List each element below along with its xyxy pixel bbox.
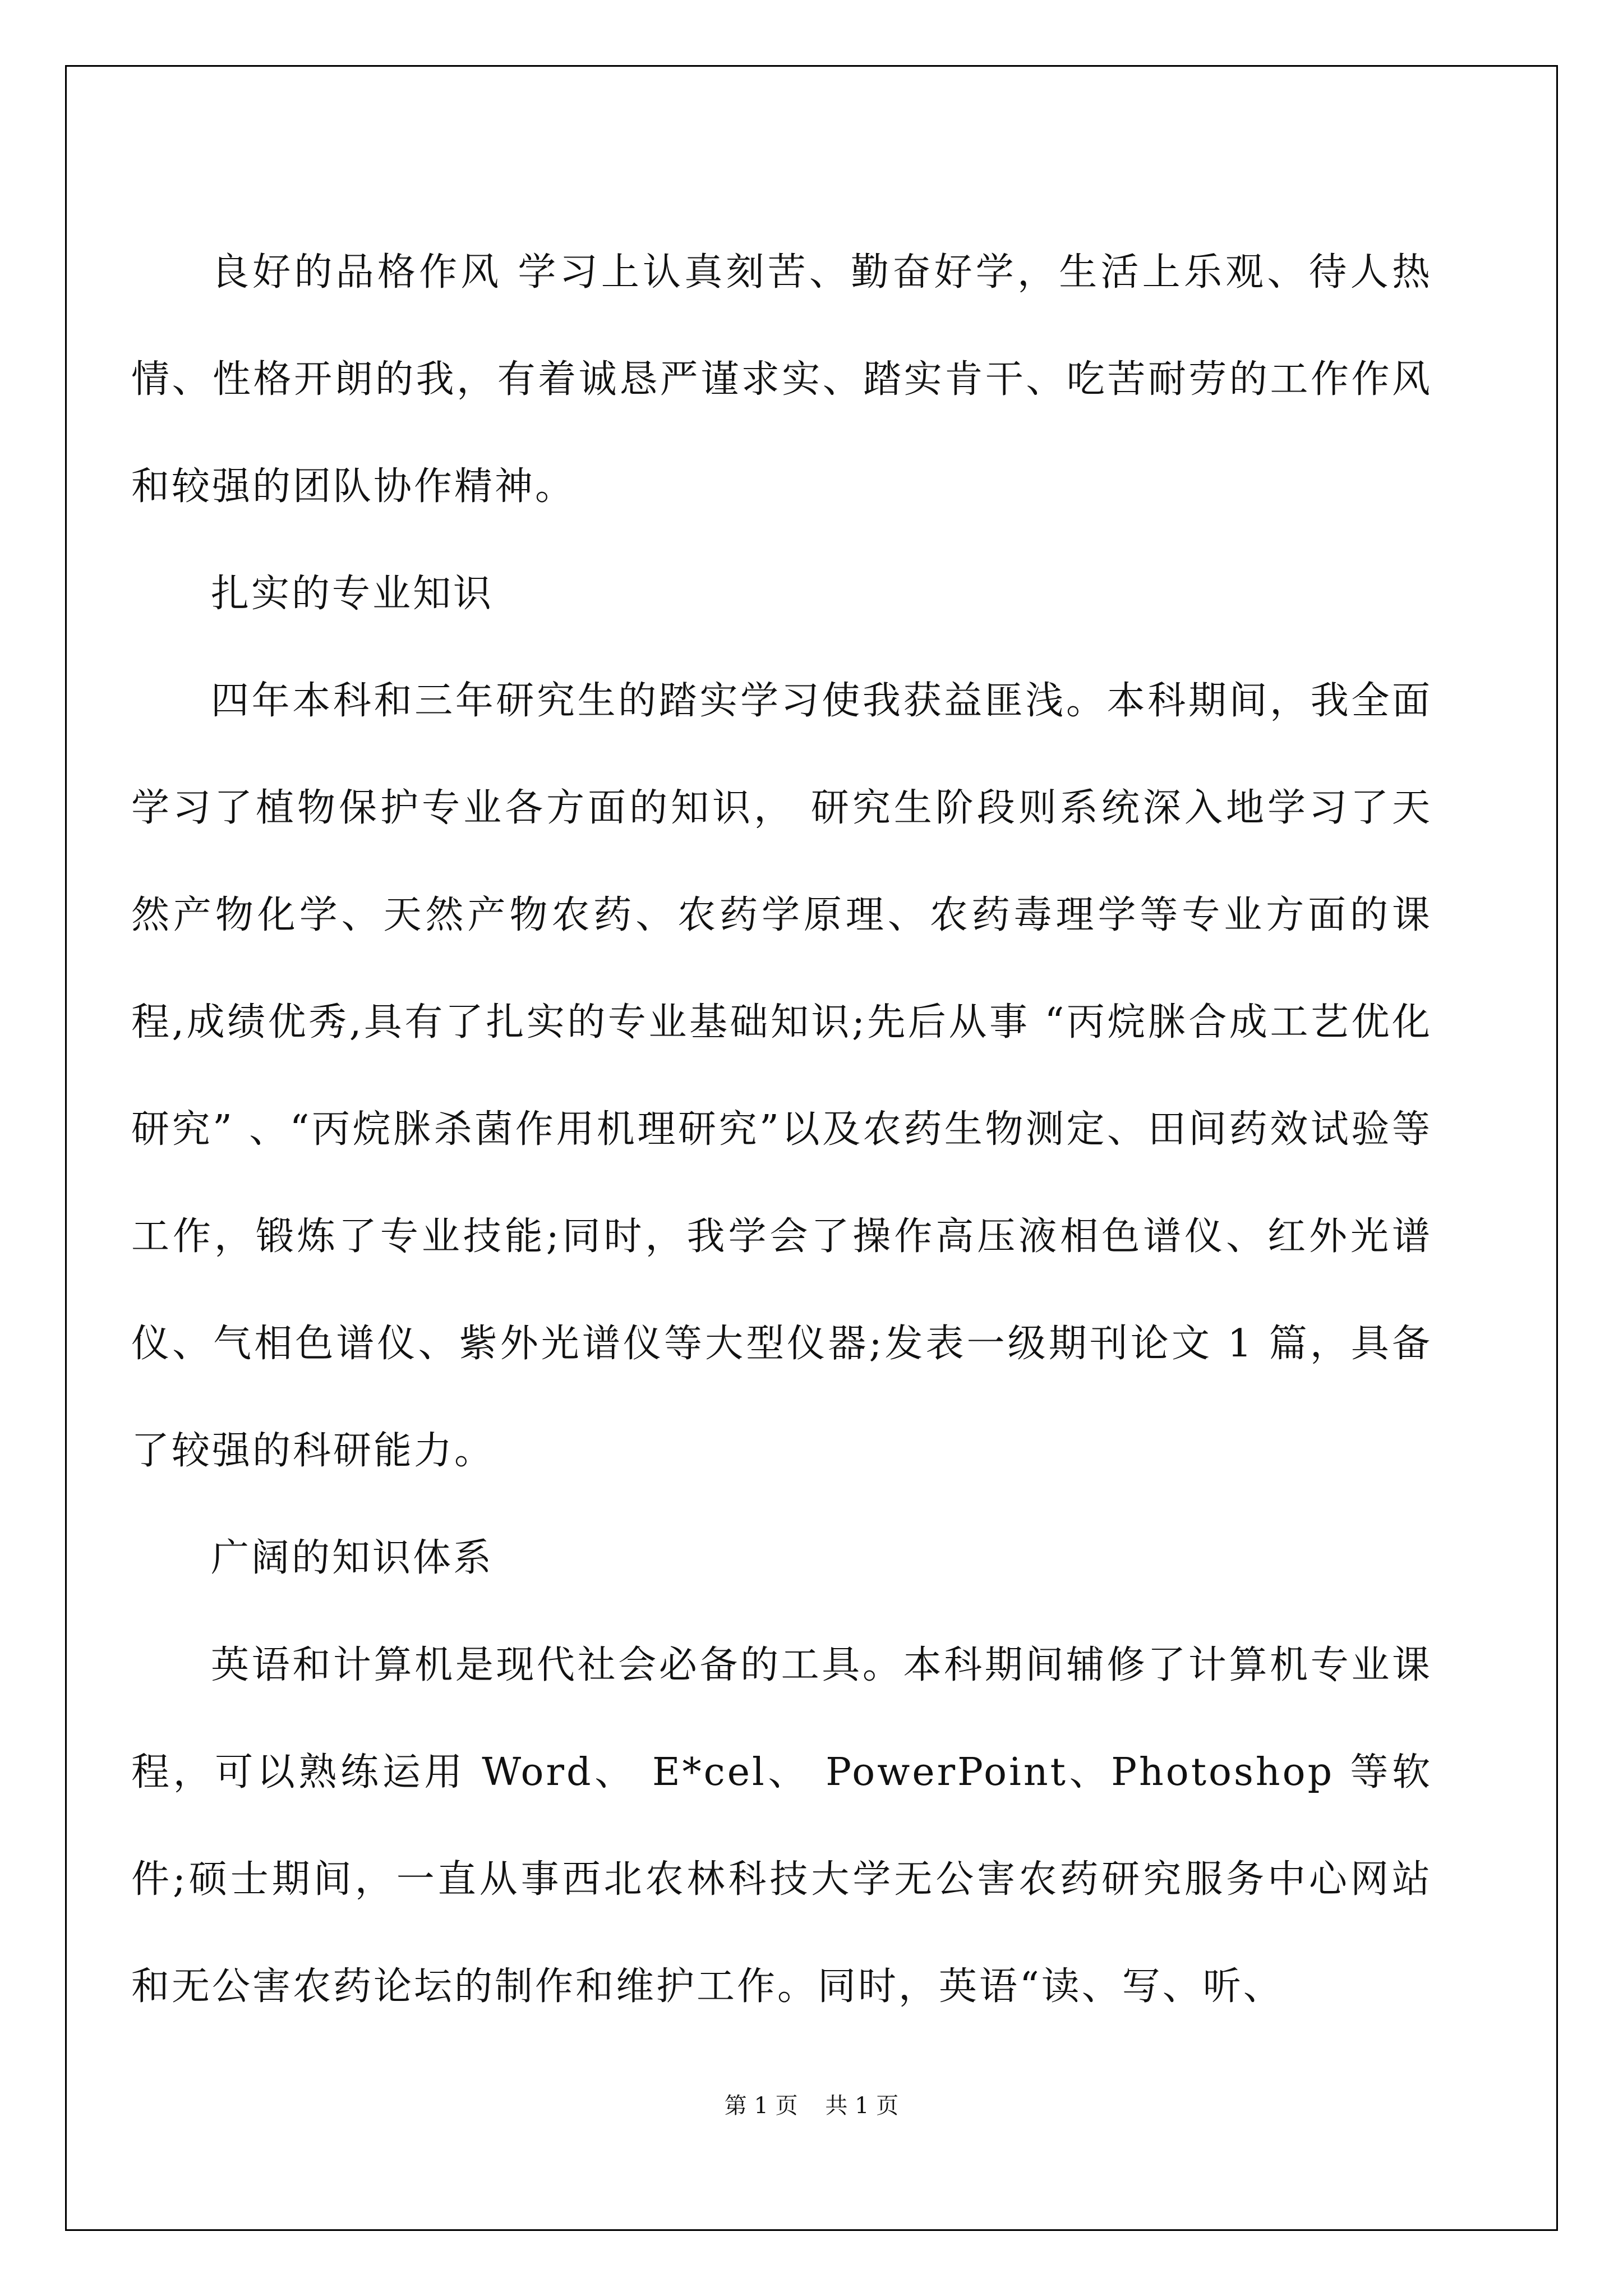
heading-knowledge-system: 广阔的知识体系 (211, 1536, 494, 1580)
document-body (131, 219, 1432, 2040)
page-number: 第 1 页 (724, 2093, 798, 2119)
paragraph-character: 良好的品格作风 学习上认真刻苦、勤奋好学，生活上乐观、待人热情、性格开朗的我，有着诚恳严谨求实、踏实肯干、吃苦耐劳的工作作风和较强的团队协作精神。 (131, 250, 1432, 509)
page-footer (0, 2088, 1623, 2120)
paragraph-professional-knowledge: 四年本科和三年研究生的踏实学习使我获益匪浅。本科期间，我全面学习了植物保护专业各方面的知识， 研究生阶段则系统深入地学习了天然产物化学、天然产物农药、农药学原理、农药毒理学等专业方面的课程,成绩优秀,具有了扎实的专业基础知识;先后从事 “丙烷脒合成工艺优化研究” 、“丙烷脒杀菌作用机理研究”以及农药生物测定、田间药效试验等工作，锻炼了专业技能;同时，我学会了操作高压液相色谱仪、红外光谱仪、气相色谱仪、紫外光谱仪等大型仪器;发表一级期刊论文 1 篇，具备了较强的科研能力。 (131, 679, 1432, 1473)
paragraph-knowledge-system: 英语和计算机是现代社会必备的工具。本科期间辅修了计算机专业课程，可以熟练运用 Word、 E*cel、 PowerPoint、Photoshop 等软件;硕士期间，一直从事西北农林科技大学无公害农药研究服务中心网站和无公害农药论坛的制作和维护工作。同时，英语“读、写、听、 (131, 1643, 1432, 2009)
total-pages: 共 1 页 (825, 2093, 899, 2119)
heading-professional-knowledge: 扎实的专业知识 (211, 572, 494, 616)
